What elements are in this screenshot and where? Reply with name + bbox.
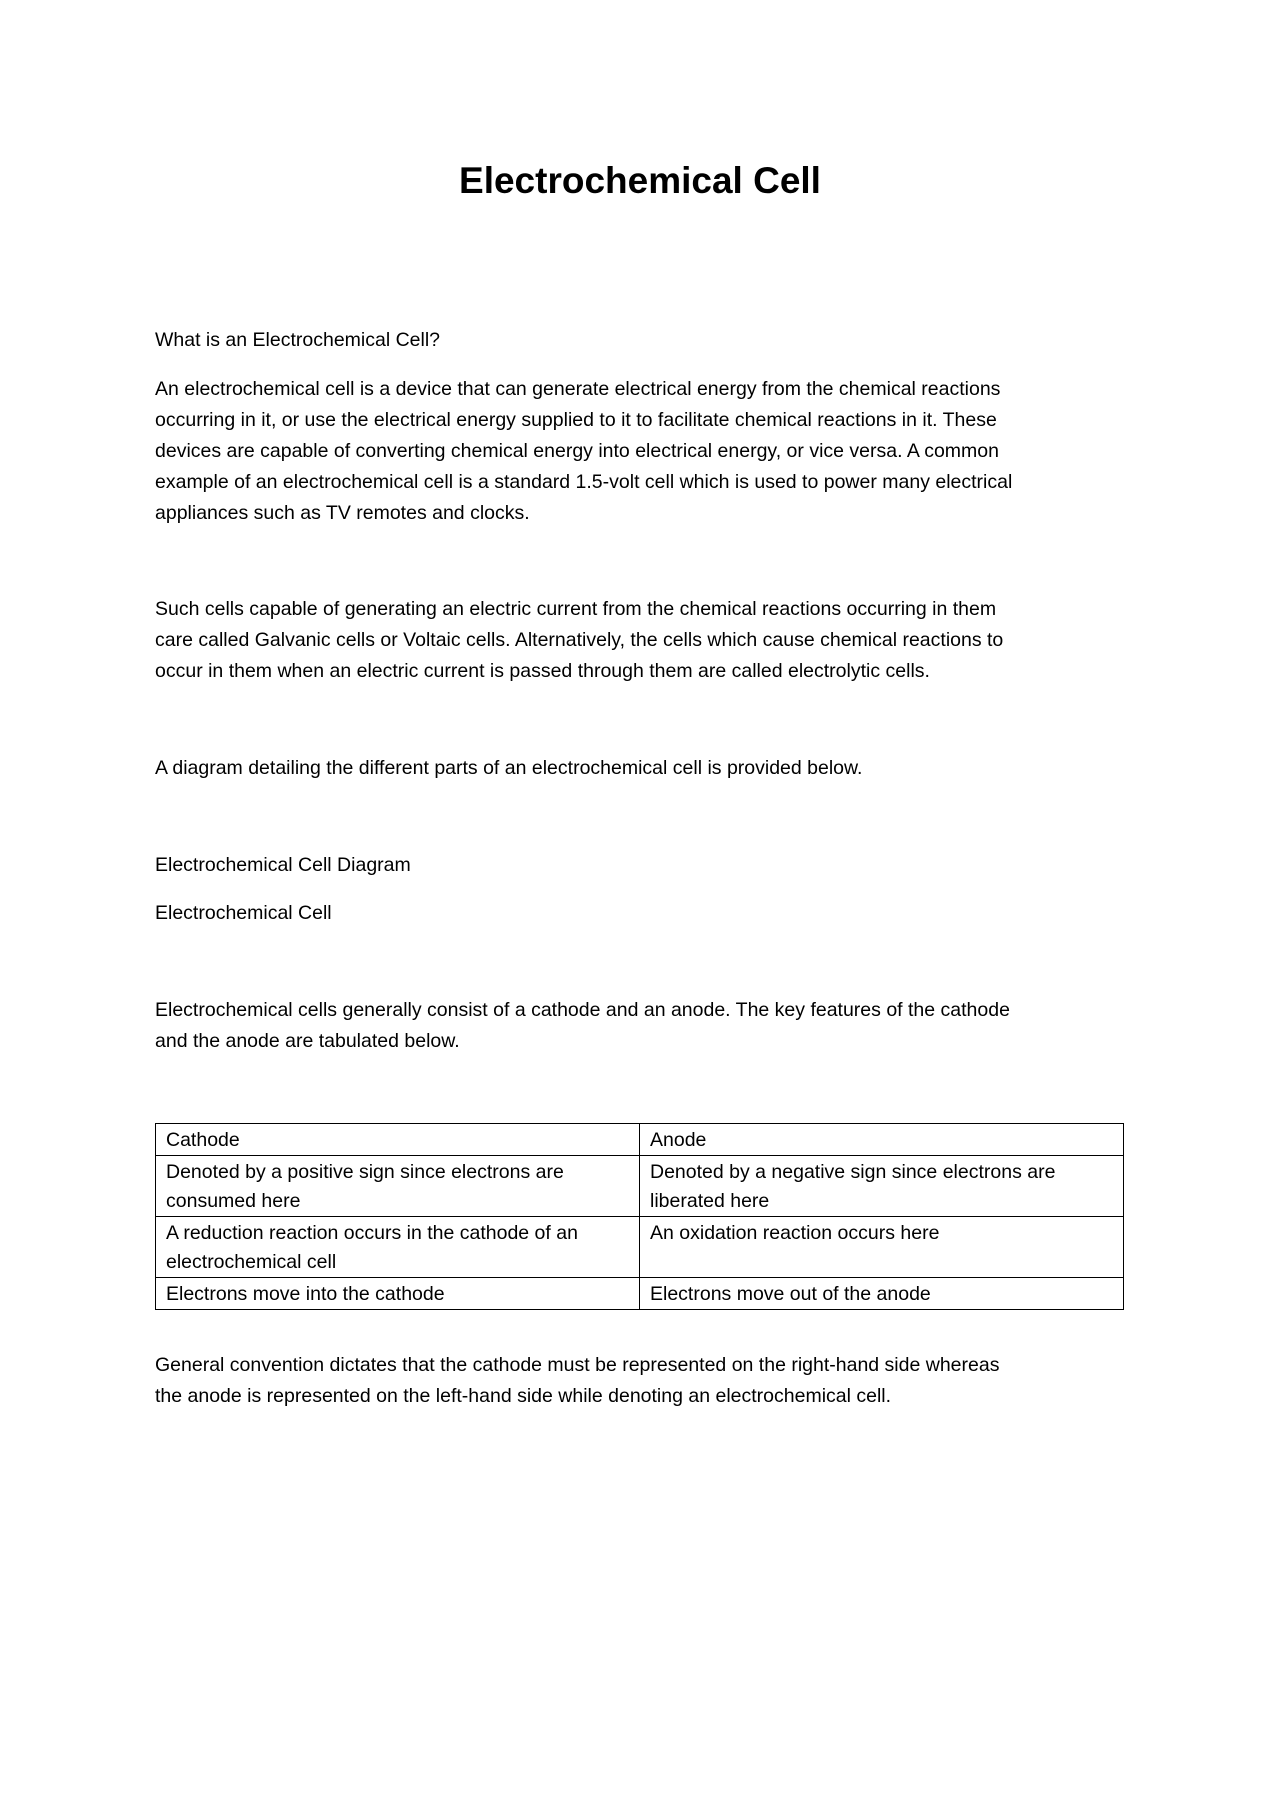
page-title: Electrochemical Cell <box>459 160 821 201</box>
table-cell: Anode <box>640 1124 1124 1156</box>
paragraph-intro <box>155 374 1012 529</box>
text-line: Electrochemical cells generally consist of a cathode and an anode. The key features of the cathode <box>155 999 1010 1021</box>
section-question: What is an Electrochemical Cell? <box>155 329 441 351</box>
text-line: and the anode are tabulated below. <box>155 1030 460 1052</box>
paragraph-galvanic <box>155 594 1003 687</box>
paragraph-convention <box>155 1350 999 1412</box>
table-header-row <box>156 1124 1124 1156</box>
table-cell: Electrons move into the cathode <box>156 1278 640 1310</box>
table-cell: An oxidation reaction occurs here <box>640 1217 1124 1278</box>
table-cell: A reduction reaction occurs in the cathode of an electrochemical cell <box>156 1217 640 1278</box>
text-line: appliances such as TV remotes and clocks. <box>155 502 530 524</box>
text-line: the anode is represented on the left-hand side while denoting an electrochemical cell. <box>155 1385 892 1407</box>
paragraph-cathode-anode <box>155 995 1010 1057</box>
text-line: Such cells capable of generating an electric current from the chemical reactions occurring in them <box>155 598 997 620</box>
diagram-caption: Electrochemical Cell <box>155 902 332 924</box>
text-line: devices are capable of converting chemical energy into electrical energy, or vice versa. A common <box>155 440 999 462</box>
table-cell: Denoted by a negative sign since electrons are liberated here <box>640 1156 1124 1217</box>
cathode-anode-table <box>155 1123 1124 1310</box>
text-line: General convention dictates that the cathode must be represented on the right-hand side whereas <box>155 1354 1000 1376</box>
text-line: example of an electrochemical cell is a standard 1.5-volt cell which is used to power many electrical <box>155 471 1013 493</box>
diagram-heading: Electrochemical Cell Diagram <box>155 854 411 876</box>
table-row <box>156 1217 1124 1278</box>
table-cell: Denoted by a positive sign since electrons are consumed here <box>156 1156 640 1217</box>
table-cell: Electrons move out of the anode <box>640 1278 1124 1310</box>
text-line: occur in them when an electric current is passed through them are called electrolytic cells. <box>155 660 930 682</box>
table-cell: Cathode <box>156 1124 640 1156</box>
text-line: An electrochemical cell is a device that can generate electrical energy from the chemical reactions <box>155 378 1001 400</box>
table-row <box>156 1156 1124 1217</box>
paragraph-diagram-intro: A diagram detailing the different parts of an electrochemical cell is provided below. <box>155 757 863 779</box>
text-line: occurring in it, or use the electrical energy supplied to it to facilitate chemical reactions in it. These <box>155 409 997 431</box>
text-line: care called Galvanic cells or Voltaic cells. Alternatively, the cells which cause chemical reactions to <box>155 629 1004 651</box>
table-row <box>156 1278 1124 1310</box>
